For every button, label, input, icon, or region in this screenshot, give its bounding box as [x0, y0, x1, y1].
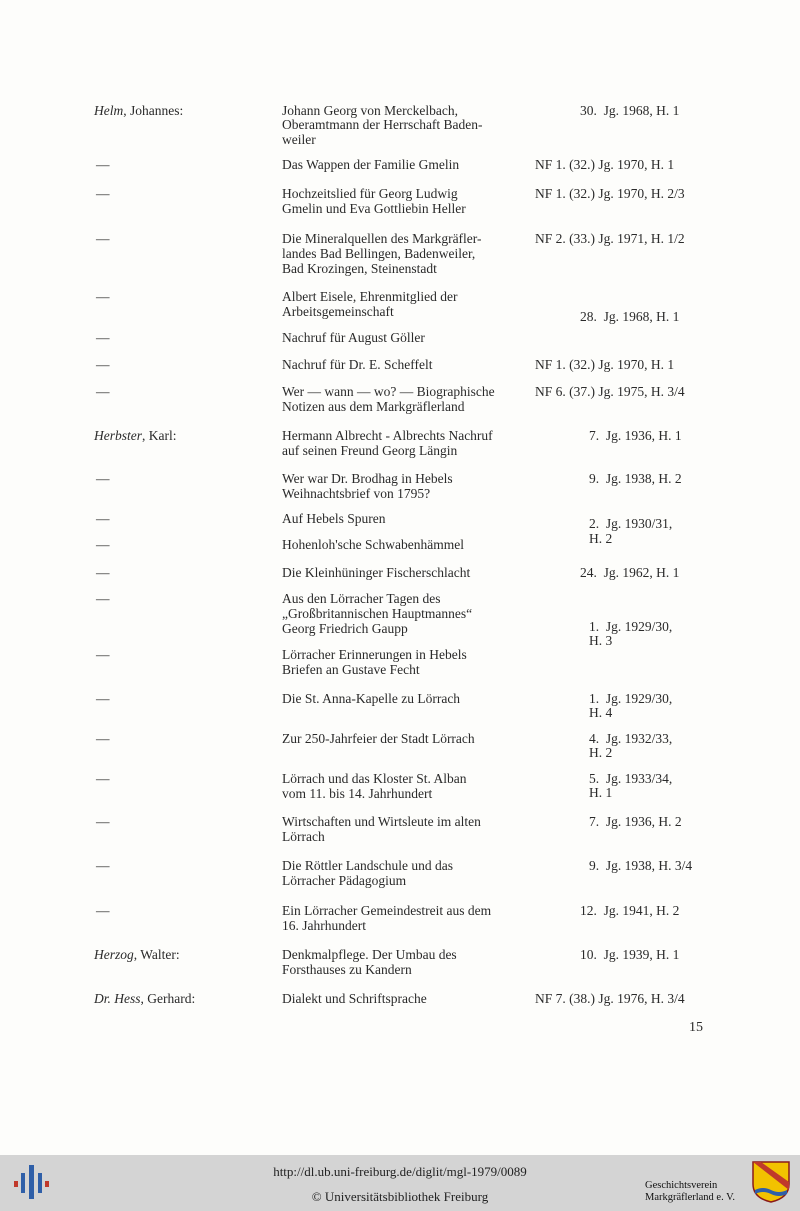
ditto-dash: — [96, 471, 110, 486]
entry-reference: NF 1. (32.) Jg. 1970, H. 1 [535, 157, 675, 172]
entry-title-line: Ein Lörracher Gemeindestreit aus dem [282, 903, 492, 918]
society-name-line2: Markgräflerland e. V. [645, 1192, 735, 1203]
entry-title-line: Arbeitsgemeinschaft [282, 304, 394, 319]
ditto-dash: — [96, 591, 110, 606]
society-name [645, 1180, 735, 1204]
author-name: Dr. Hess, Gerhard: [94, 991, 196, 1006]
entry-title-line: Nachruf für Dr. E. Scheffelt [282, 357, 433, 372]
ditto-dash: — [96, 231, 110, 246]
entry-reference: 12. Jg. 1941, H. 2 [580, 903, 680, 918]
entry-reference: 28. Jg. 1968, H. 1 [580, 309, 680, 324]
entry-title-line: Lörracher Pädagogium [282, 873, 407, 888]
entry-title-line: Die Mineralquellen des Markgräfler- [282, 231, 482, 246]
entry-reference: H. 2 [589, 745, 613, 760]
author-name: Helm, Johannes: [94, 103, 184, 118]
ditto-dash: — [96, 186, 110, 201]
entry-reference: H. 3 [589, 633, 613, 648]
entry-title-line: Lörracher Erinnerungen in Hebels [282, 647, 467, 662]
ditto-dash: — [96, 511, 110, 526]
entry-title-line: Notizen aus dem Markgräflerland [282, 399, 465, 414]
ditto-dash: — [96, 814, 110, 829]
entry-title-line: Auf Hebels Spuren [282, 511, 386, 526]
entry-title-line: Hermann Albrecht - Albrechts Nachruf [282, 428, 493, 443]
entry-reference: H. 1 [589, 785, 613, 800]
entry-title-line: Die St. Anna-Kapelle zu Lörrach [282, 691, 461, 706]
entry-title-line: Wer war Dr. Brodhag in Hebels [282, 471, 453, 486]
entry-reference: 30. Jg. 1968, H. 1 [580, 103, 680, 118]
ditto-dash: — [96, 858, 110, 873]
entry-title-line: Aus den Lörracher Tagen des [282, 591, 441, 606]
entry-reference: 24. Jg. 1962, H. 1 [580, 565, 680, 580]
document-url-link[interactable]: http://dl.ub.uni-freiburg.de/diglit/mgl-1979/0089 [273, 1164, 527, 1179]
entry-title-line: Briefen an Gustave Fecht [282, 662, 420, 677]
ditto-dash: — [96, 537, 110, 552]
entry-title-line: Oberamtmann der Herrschaft Baden- [282, 117, 483, 132]
entry-reference: 5. Jg. 1933/34, [589, 771, 673, 786]
entry-reference: 1. Jg. 1929/30, [589, 691, 673, 706]
entry-title-line: auf seinen Freund Georg Längin [282, 443, 458, 458]
entry-reference: H. 4 [589, 705, 613, 720]
entry-reference: NF 1. (32.) Jg. 1970, H. 2/3 [535, 186, 685, 201]
ditto-dash: — [96, 157, 110, 172]
entry-reference: H. 2 [589, 531, 613, 546]
entry-title-line: Die Röttler Landschule und das [282, 858, 453, 873]
entry-title-line: weiler [282, 132, 316, 147]
entry-title-line: Dialekt und Schriftsprache [282, 991, 427, 1006]
entry-reference: 1. Jg. 1929/30, [589, 619, 673, 634]
entry-title-line: „Großbritannischen Hauptmannes“ [282, 606, 473, 621]
entry-reference: NF 6. (37.) Jg. 1975, H. 3/4 [535, 384, 685, 399]
ditto-dash: — [96, 731, 110, 746]
entry-title-line: Wirtschaften und Wirtsleute im alten [282, 814, 481, 829]
entry-reference: NF 7. (38.) Jg. 1976, H. 3/4 [535, 991, 685, 1006]
entry-title-line: Forsthauses zu Kandern [282, 962, 412, 977]
ditto-dash: — [96, 289, 110, 304]
entry-title-line: Nachruf für August Göller [282, 330, 425, 345]
author-name: Herzog, Walter: [94, 947, 180, 962]
ditto-dash: — [96, 357, 110, 372]
entry-reference: 4. Jg. 1932/33, [589, 731, 673, 746]
entry-title-line: Albert Eisele, Ehrenmitglied der [282, 289, 458, 304]
entry-reference: NF 1. (32.) Jg. 1970, H. 1 [535, 357, 675, 372]
ditto-dash: — [96, 691, 110, 706]
entry-title-line: Das Wappen der Familie Gmelin [282, 157, 460, 172]
entry-title-line: Johann Georg von Merckelbach, [282, 103, 458, 118]
ditto-dash: — [96, 903, 110, 918]
society-name-line1: Geschichtsverein [645, 1180, 718, 1191]
entry-reference: 7. Jg. 1936, H. 1 [589, 428, 682, 443]
entry-reference: 9. Jg. 1938, H. 2 [589, 471, 682, 486]
ditto-dash: — [96, 771, 110, 786]
ditto-dash: — [96, 565, 110, 580]
entry-title-line: Weihnachtsbrief von 1795? [282, 486, 431, 501]
entry-reference: 7. Jg. 1936, H. 2 [589, 814, 682, 829]
entry-title-line: Denkmalpflege. Der Umbau des [282, 947, 457, 962]
entry-title-line: Zur 250-Jahrfeier der Stadt Lörrach [282, 731, 475, 746]
ditto-dash: — [96, 384, 110, 399]
ditto-dash: — [96, 647, 110, 662]
entry-title-line: Gmelin und Eva Gottliebin Heller [282, 201, 466, 216]
entry-reference: 10. Jg. 1939, H. 1 [580, 947, 680, 962]
copyright-text: © Universitätsbibliothek Freiburg [311, 1189, 489, 1204]
entry-title-line: vom 11. bis 14. Jahrhundert [282, 786, 433, 801]
entry-reference: 2. Jg. 1930/31, [589, 516, 673, 531]
entry-title-line: Lörrach [282, 829, 325, 844]
entry-title-line: 16. Jahrhundert [282, 918, 366, 933]
entry-title-line: Die Kleinhüninger Fischerschlacht [282, 565, 471, 580]
entry-title-line: Georg Friedrich Gaupp [282, 621, 408, 636]
entry-title-line: landes Bad Bellingen, Badenweiler, [282, 246, 476, 261]
author-name: Herbster, Karl: [94, 428, 177, 443]
entry-reference: NF 2. (33.) Jg. 1971, H. 1/2 [535, 231, 685, 246]
coat-of-arms-icon[interactable] [751, 1160, 791, 1204]
entry-title-line: Hochzeitslied für Georg Ludwig [282, 186, 458, 201]
entry-title-line: Hohenloh'sche Schwabenhämmel [282, 537, 465, 552]
entry-title-line: Bad Krozingen, Steinenstadt [282, 261, 437, 276]
entry-reference: 9. Jg. 1938, H. 3/4 [589, 858, 693, 873]
entry-title-line: Lörrach und das Kloster St. Alban [282, 771, 467, 786]
entry-title-line: Wer — wann — wo? — Biographische [282, 384, 495, 399]
ditto-dash: — [96, 330, 110, 345]
page-number: 15 [689, 1020, 703, 1035]
